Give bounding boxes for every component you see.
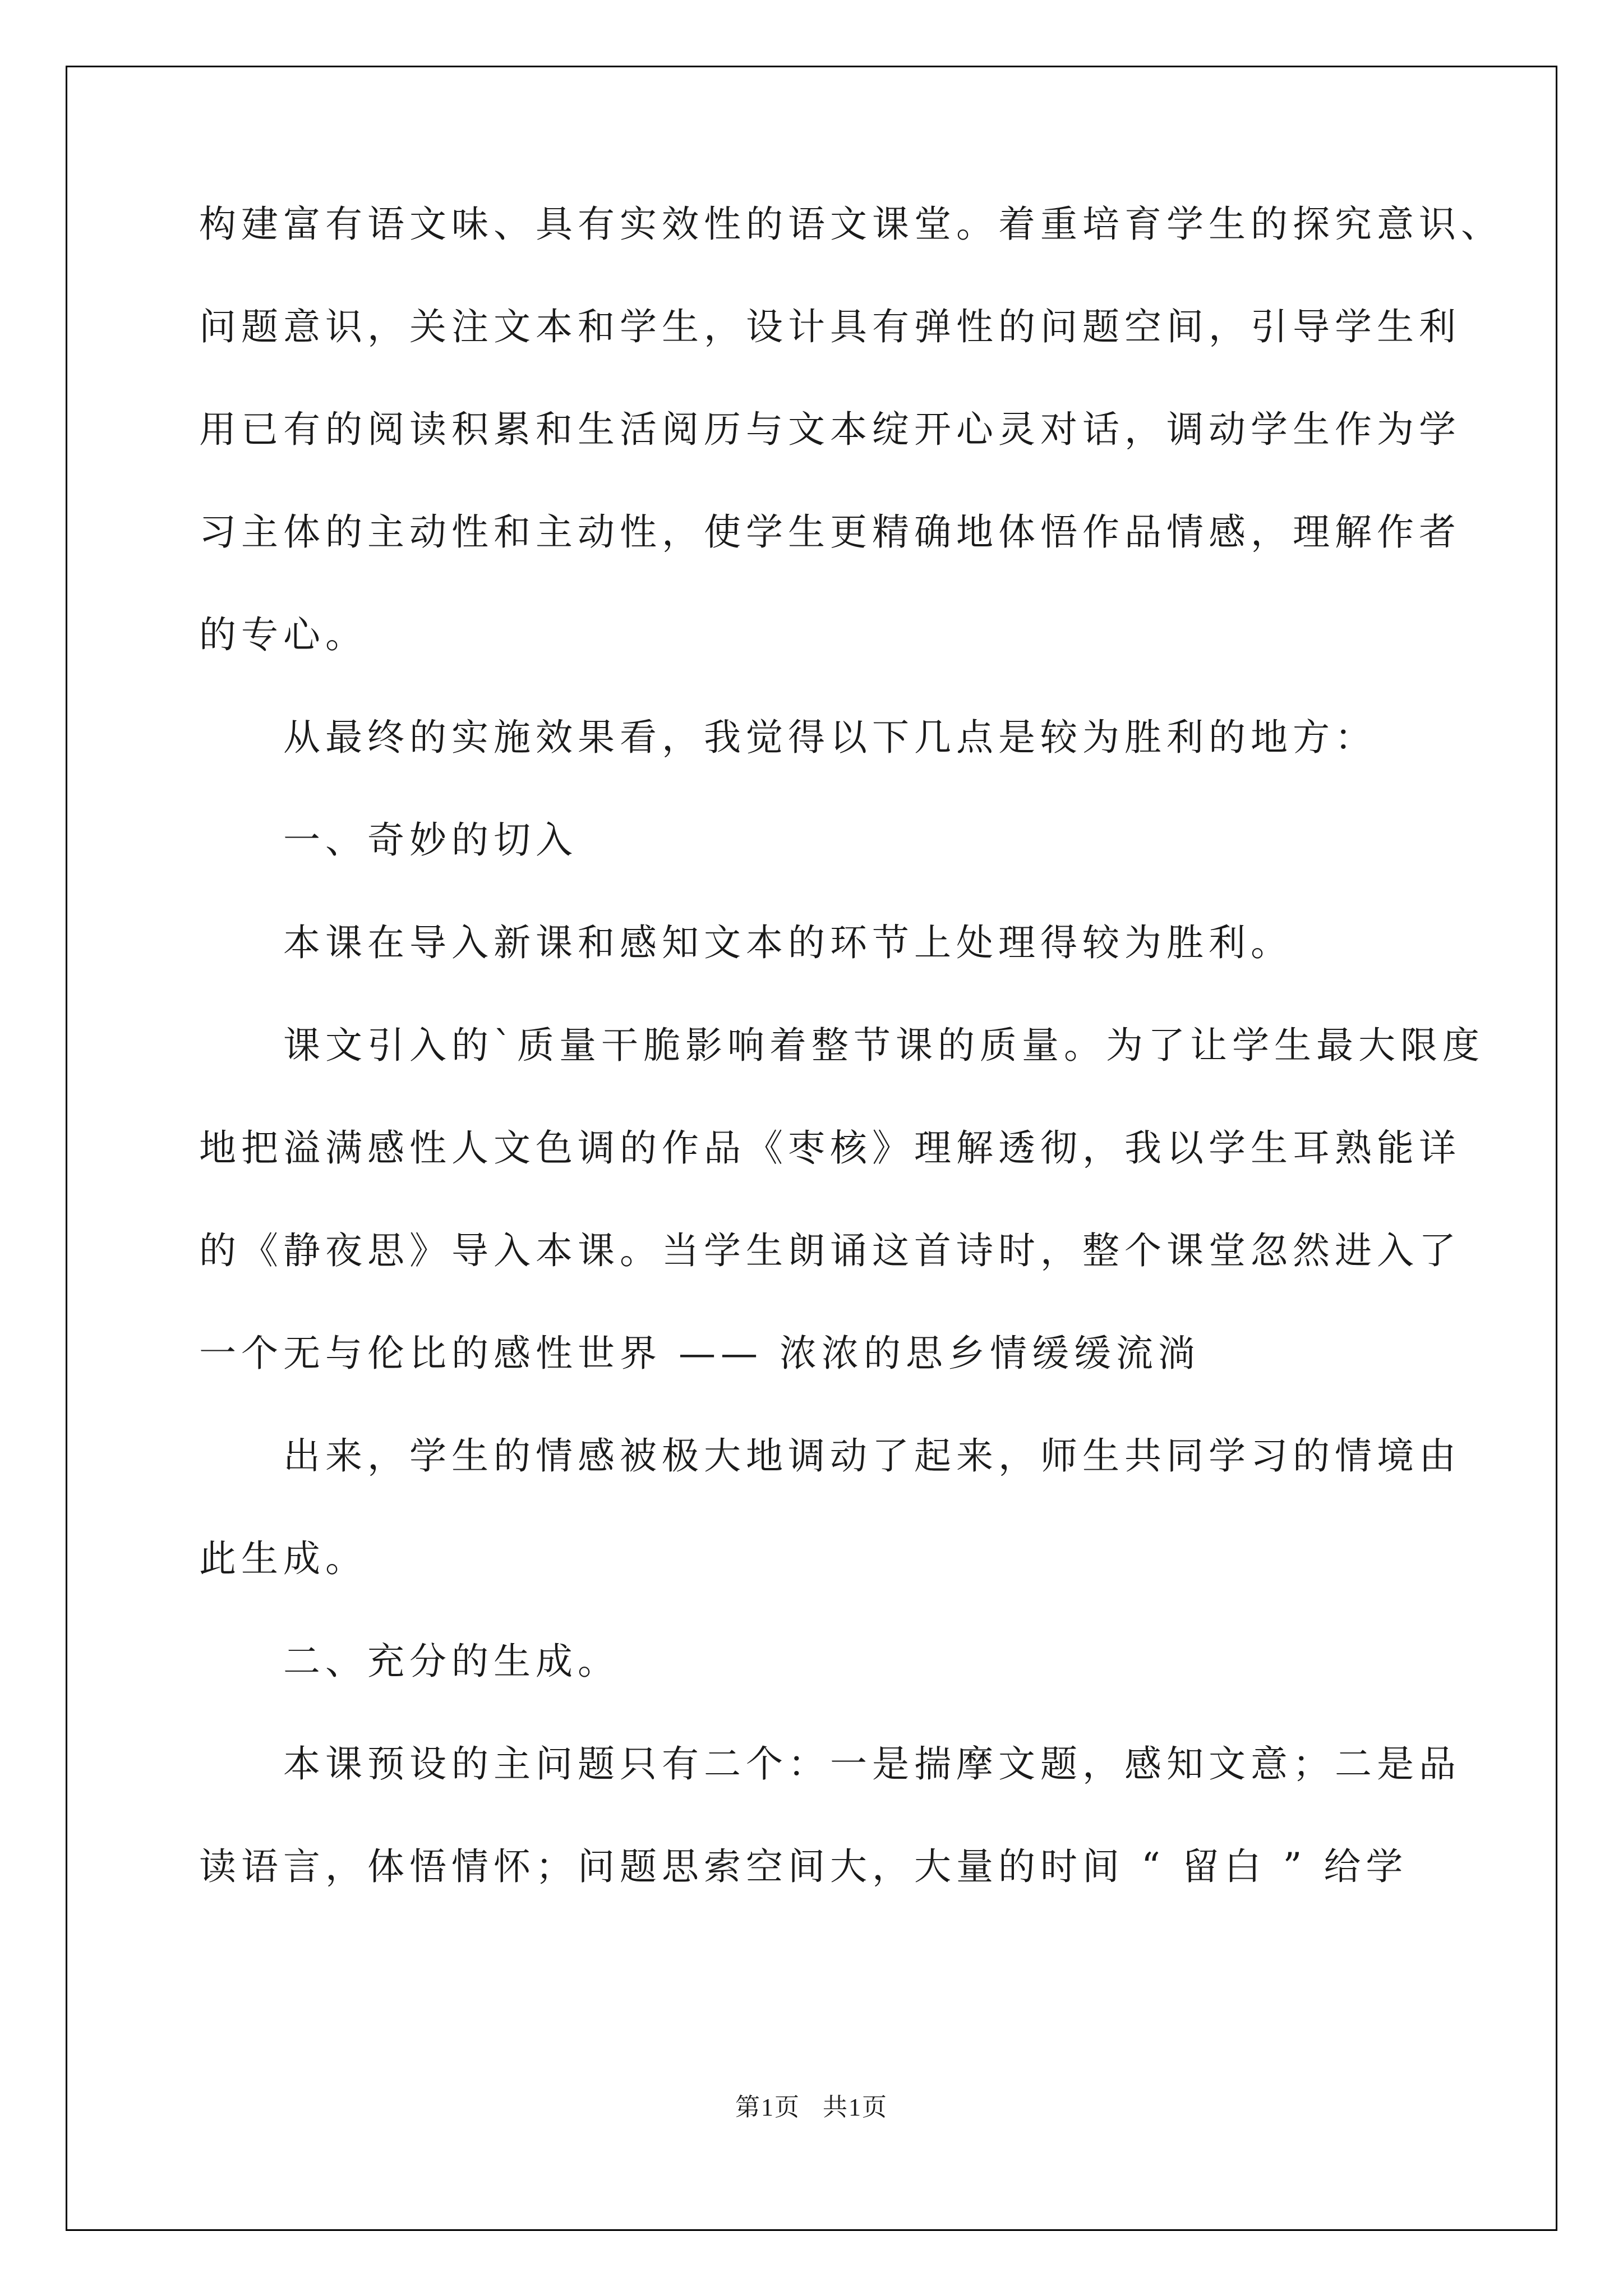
text-line: 的专心。 <box>199 613 367 656</box>
text-line: 地把溢满感性人文色调的作品《枣核》理解透彻，我以学生耳熟能详 <box>199 1126 1461 1170</box>
text-line: 的《静夜思》导入本课。当学生朗诵这首诗时，整个课堂忽然进入了 <box>199 1229 1461 1272</box>
text-line: 读语言，体悟情怀；问题思索空间大，大量的时间 “ 留白 ” 给学 <box>199 1845 1408 1888</box>
section-heading: 一、奇妙的切入 <box>283 818 578 862</box>
text-line: 习主体的主动性和主动性，使学生更精确地体悟作品情感，理解作者 <box>199 510 1461 554</box>
text-line: 用已有的阅读积累和生活阅历与文本绽开心灵对话，调动学生作为学 <box>199 408 1461 451</box>
page-total: 共1页 <box>823 2093 888 2121</box>
paragraph-start: 本课在导入新课和感知文本的环节上处理得较为胜利。 <box>283 921 1293 964</box>
page-number: 第1页 <box>735 2093 800 2121</box>
paragraph-start: 出来，学生的情感被极大地调动了起来，师生共同学习的情境由 <box>283 1434 1461 1478</box>
page-footer <box>0 2087 1623 2123</box>
text-line: 构建富有语文味、具有实效性的语文课堂。着重培育学生的探究意识、 <box>199 203 1503 246</box>
text-line: 一个无与伦比的感性世界 —— 浓浓的思乡情缓缓流淌 <box>199 1332 1200 1375</box>
paragraph-start: 本课预设的主问题只有二个：一是揣摩文题，感知文意；二是品 <box>283 1742 1461 1786</box>
paragraph-start: 课文引入的`质量干脆影响着整节课的质量。为了让学生最大限度 <box>283 1024 1484 1067</box>
section-heading: 二、充分的生成。 <box>283 1640 620 1683</box>
text-line: 问题意识，关注文本和学生，设计具有弹性的问题空间，引导学生利 <box>199 305 1461 348</box>
text-line: 此生成。 <box>199 1537 367 1580</box>
paragraph-start: 从最终的实施效果看，我觉得以下几点是较为胜利的地方： <box>283 716 1377 759</box>
